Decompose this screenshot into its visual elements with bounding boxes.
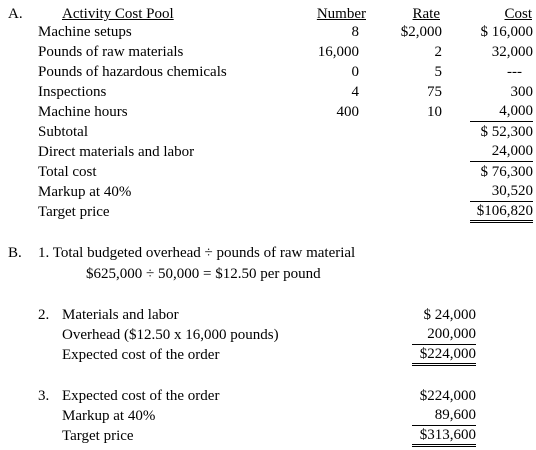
markup-label: Markup at 40% <box>38 184 132 200</box>
total-cost-value: $ 76,300 <box>480 164 533 180</box>
item2-label: Overhead ($12.50 x 16,000 pounds) <box>62 327 279 343</box>
item1-line1: 1. Total budgeted overhead ÷ pounds of raw material <box>38 245 356 261</box>
markup-value: 30,520 <box>470 182 533 202</box>
item3-label: Expected cost of the order <box>62 388 220 404</box>
direct-materials-labor-label: Direct materials and labor <box>38 144 195 160</box>
rate-value: 2 <box>434 44 442 60</box>
total-cost-label: Total cost <box>38 164 97 180</box>
pool-label: Inspections <box>38 84 107 100</box>
header-rate: Rate <box>412 6 440 22</box>
item2-label: Expected cost of the order <box>62 347 220 363</box>
rate-value: 5 <box>434 64 442 80</box>
number-value: 400 <box>336 104 359 120</box>
subtotal-value: $ 52,300 <box>480 124 533 140</box>
subtotal-label: Subtotal <box>38 124 89 140</box>
number-value: 0 <box>351 64 359 80</box>
cost-value: --- <box>507 64 522 80</box>
pool-label: Machine hours <box>38 104 128 120</box>
rate-value: $2,000 <box>400 24 442 40</box>
item3-label: Target price <box>62 428 134 444</box>
item2-number: 2. <box>38 307 50 323</box>
header-activity-cost-pool: Activity Cost Pool <box>62 6 174 22</box>
item3-value: $224,000 <box>419 388 476 404</box>
number-value: 8 <box>351 24 359 40</box>
target-price-value: $106,820 <box>470 202 533 223</box>
item2-label: Materials and labor <box>62 307 179 323</box>
item2-value: $224,000 <box>412 345 476 366</box>
pool-label: Pounds of raw materials <box>38 44 184 60</box>
cost-value: 4,000 <box>470 102 533 122</box>
cost-value: 300 <box>510 84 533 100</box>
header-number: Number <box>316 6 366 22</box>
number-value: 16,000 <box>317 44 359 60</box>
item2-value: 200,000 <box>412 325 476 345</box>
item2-value: $ 24,000 <box>423 307 476 323</box>
target-price-label: Target price <box>38 204 110 220</box>
part-a-marker: A. <box>8 6 23 22</box>
cost-value: $ 16,000 <box>480 24 533 40</box>
number-value: 4 <box>351 84 359 100</box>
item3-value: 89,600 <box>412 406 476 426</box>
pool-label: Machine setups <box>38 24 132 40</box>
cost-value: 32,000 <box>491 44 533 60</box>
part-b-marker: B. <box>8 245 22 261</box>
rate-value: 10 <box>427 104 442 120</box>
item1-line2: $625,000 ÷ 50,000 = $12.50 per pound <box>86 266 321 282</box>
item3-number: 3. <box>38 388 50 404</box>
pool-label: Pounds of hazardous chemicals <box>38 64 227 80</box>
item3-value: $313,600 <box>412 426 476 447</box>
header-cost: Cost <box>504 6 532 22</box>
rate-value: 75 <box>427 84 442 100</box>
direct-materials-labor-value: 24,000 <box>470 142 533 162</box>
item3-label: Markup at 40% <box>62 408 156 424</box>
